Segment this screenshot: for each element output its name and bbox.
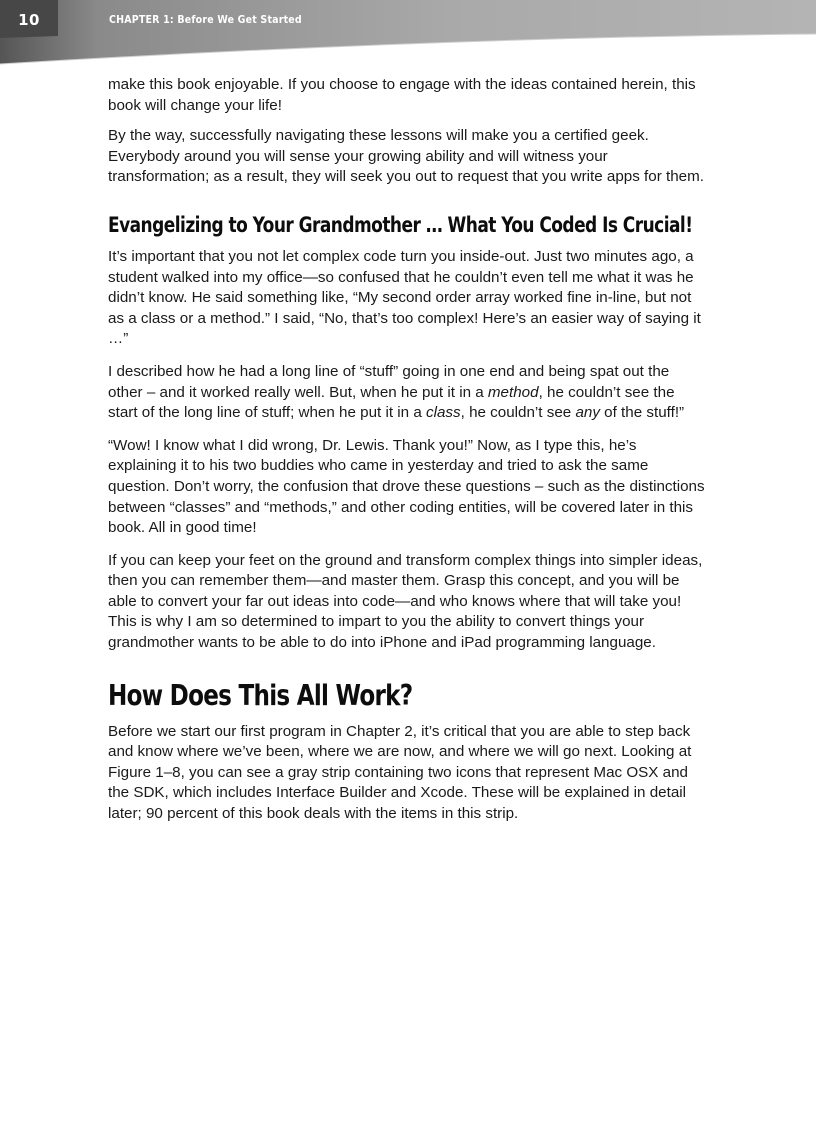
paragraph: “Wow! I know what I did wrong, Dr. Lewis. Thank you!” Now, as I type this, he’s explaining it to his two buddies who came in yesterday and tried to ask the same question. Don’t worry, the confusion that drove these questions – such as the distinctions between “classes” and “methods,” and other coding entities, will be covered later in this book. All in good time! bbox=[108, 436, 705, 537]
paragraph bbox=[108, 362, 708, 424]
text-run: I described how he had a long line of “stuff” going in one end and being spat out the other – and it worked really well. But, when he put it in a bbox=[108, 362, 670, 401]
page-body bbox=[108, 75, 708, 837]
section-heading-evangelizing: Evangelizing to Your Grandmother … What You Coded Is Crucial! bbox=[108, 212, 693, 237]
paragraph: make this book enjoyable. If you choose to engage with the ideas contained herein, this book will change your life! bbox=[108, 76, 696, 114]
paragraph: It’s important that you not let complex code turn you inside-out. Just two minutes ago, a student walked into my office—so confused that he couldn’t even tell me what it was he didn’t know. He said something like, “My second order array worked fine in-line, but not as a class or a method.” I said, “No, that’s too complex! Here’s an easier way of saying it …” bbox=[108, 247, 701, 348]
paragraph: If you can keep your feet on the ground and transform complex things into simpler ideas, then you can remember them—and master them. Grasp this concept, and you will be able to convert your far out ideas into code—and who knows where that will take you! This is why I am so determined to impart to you the ability to convert things your grandmother wants to be able to do into iPhone and iPad programming language. bbox=[108, 551, 703, 652]
emphasis-any: any bbox=[575, 404, 600, 422]
section-heading-how-does-this-work: How Does This All Work? bbox=[108, 678, 413, 712]
emphasis-class: class bbox=[426, 404, 461, 422]
paragraph: Before we start our first program in Chapter 2, it’s critical that you are able to step back and know where we’ve been, where we are now, and where we will go next. Looking at Figure 1–8, you can see a gray strip containing two icons that represent Mac OSX and the SDK, which includes Interface Builder and Xcode. These will be explained in detail later; 90 percent of this book deals with the items in this strip. bbox=[108, 722, 692, 823]
page-header-band bbox=[0, 0, 816, 76]
text-run: , he couldn’t see the start of the long line of stuff; when he put it in a bbox=[108, 383, 675, 422]
paragraph: By the way, successfully navigating these lessons will make you a certified geek. Everybody around you will sense your growing ability and will witness your transformation; as a result, they will seek you out to request that you write apps for them. bbox=[108, 127, 704, 186]
running-head: CHAPTER 1: Before We Get Started bbox=[109, 14, 302, 26]
text-run: of the stuff!” bbox=[599, 404, 685, 422]
page-number: 10 bbox=[18, 11, 40, 29]
emphasis-method: method bbox=[487, 383, 539, 401]
text-run: , he couldn’t see bbox=[460, 404, 576, 422]
